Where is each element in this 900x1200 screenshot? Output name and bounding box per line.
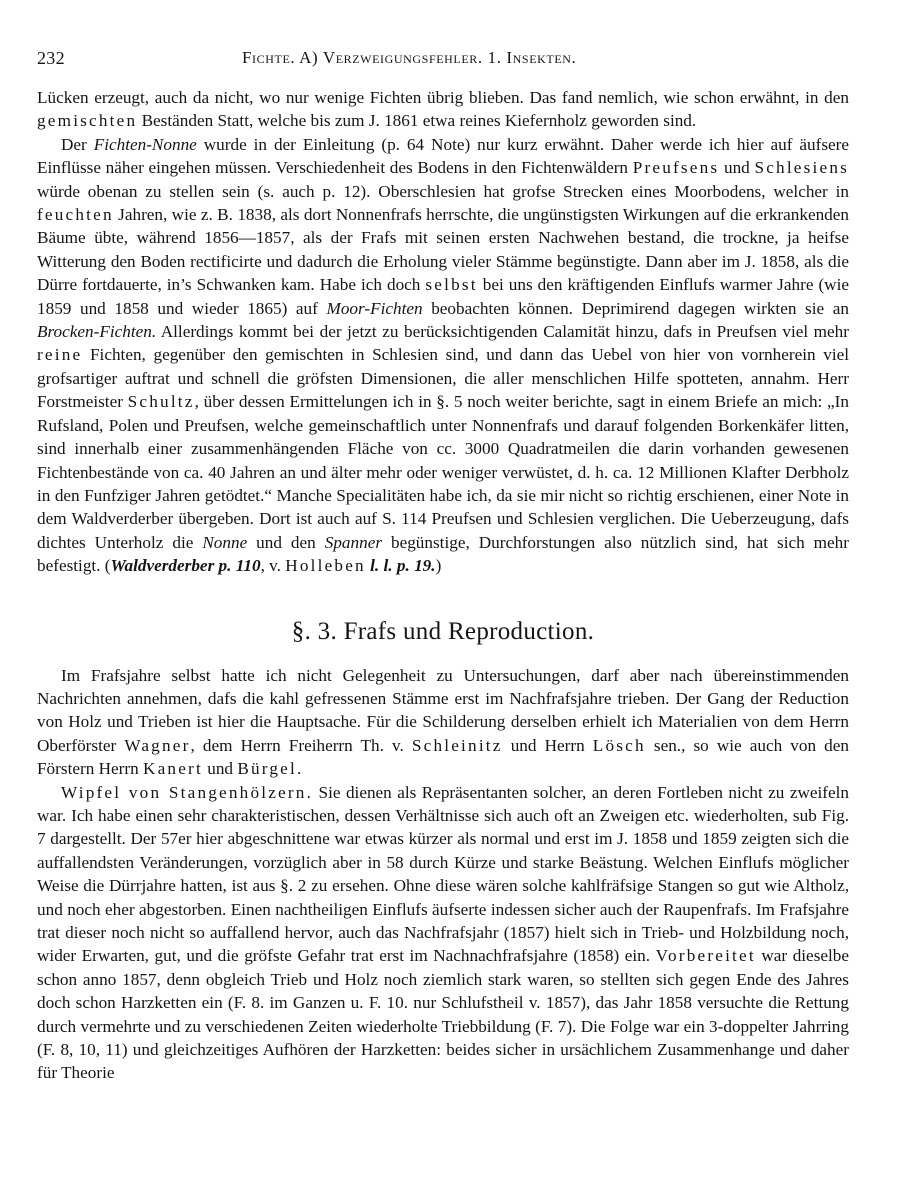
document-page bbox=[37, 48, 849, 1085]
text-run: , v. bbox=[260, 556, 286, 576]
text-run: . bbox=[296, 759, 302, 779]
text-run: , dem Herrn Freiherrn Th. v. bbox=[190, 735, 412, 755]
text-run: Allerdings kommt bei der jetzt zu berücksichtigenden Calamität hinzu, dafs in Preufsen viel mehr bbox=[156, 322, 849, 342]
italic-term: Moor-Fichten bbox=[326, 298, 423, 318]
page-header bbox=[37, 48, 849, 78]
text-run: Jahren, wie z. B. 1838, als dort Nonnenfrafs herrschte, die ungünstigsten Wirkungen auf die erkrankenden Bäume übte, während 1856—1857, als der Frafs mit seinen ersten Nachwehen bestand, die trockne, ja heifse Witterung den Boden rectificirte und dadurch die Erholung vieler Stämme begünstigte. Dann aber im J. 1858, als die Dürre fortdauerte, in’s Schwanken kam. Habe ich doch bbox=[37, 205, 849, 295]
paragraph-lucken bbox=[37, 86, 849, 133]
spaced-emphasis: selbst bbox=[425, 275, 478, 295]
text-run: Im Frafsjahre selbst hatte ich nicht Gelegenheit zu Untersuchungen, darf aber nach übereinstimmenden Nachrichten annehmen, dafs die kahl gefressenen Stämme erst im Nachfrafsjahre trieben. Der Gang der Reduction von Holz und Trieben ist hier die Hauptsache. Für die Schilderung derselben erhielt ich Materialien von dem Herrn Oberförster bbox=[37, 665, 849, 755]
paragraph-fichten-nonne bbox=[37, 133, 849, 578]
spaced-emphasis: Kanert bbox=[142, 759, 203, 779]
spaced-emphasis: Holleben bbox=[285, 556, 366, 576]
spaced-emphasis: Wagner bbox=[124, 735, 191, 755]
spaced-emphasis: Vorbereitet bbox=[655, 946, 756, 966]
spaced-emphasis: Schlesiens bbox=[754, 158, 849, 178]
spaced-emphasis: Preufsens bbox=[632, 158, 720, 178]
page-number: 232 bbox=[37, 48, 65, 68]
text-run: begünstige, Durchforstungen also nützlich sind, hat sich mehr befestigt. ( bbox=[37, 532, 849, 576]
running-title: Fichte. A) Verzweigungsfehler. 1. Insekten. bbox=[242, 48, 577, 67]
text-run: Lücken erzeugt, auch da nicht, wo nur wenige Fichten übrig blieben. Das fand nemlich, wie schon erwähnt, in den bbox=[37, 88, 849, 107]
paragraph-wipfel bbox=[37, 781, 849, 1085]
text-run: würde obenan zu stellen sein (s. auch p. 12). Oberschlesien hat grofse Strecken eines Moorbodens, welcher in bbox=[37, 181, 849, 201]
text-run: und bbox=[719, 158, 755, 178]
italic-term: Nonne bbox=[202, 532, 248, 552]
spaced-emphasis: Schleinitz bbox=[411, 735, 503, 755]
section-heading: §. 3. Frafs und Reproduction. bbox=[291, 617, 595, 645]
body-text bbox=[37, 86, 849, 1085]
text-run: ) bbox=[435, 556, 442, 576]
text-run: Sie dienen als Repräsentanten solcher, an deren Fortleben nicht zu zweifeln war. Ich habe einen sehr charakteristischen, dessen Verhältnisse sich auch oft an Zweigen etc. wiederholten, sub Fig. 7 dargestellt. Der 57er hier abgeschnittene war etwas kürzer als normal und erst im J. 1858 und 1859 zeigten sich die auffallendsten Veränderungen, vorzüglich aber in 58 durch Kürze und starke Beästung. Welchen Einflufs möglicher Weise die Dürrjahre hatten, ist aus §. 2 zu ersehen. Ohne diese wären solche kahlfräfsige Stangen so gut wie Altholz, und noch eher abgestorben. Einen nachtheiligen Einflufs äufserte indessen sicher auch der Raupenfrafs. Im Frafsjahre trat dieser noch nicht so auffallend hervor, auch das Nachfrafsjahr (1857) hielt sich in Trieb- und Holzbildung noch, wider Erwarten, gut, und die gröfste Gefahr trat erst im Nachnachfrafsjahre (1858) ein. bbox=[37, 782, 850, 966]
text-run: und den bbox=[247, 532, 325, 552]
spaced-emphasis: reine bbox=[37, 345, 83, 365]
spaced-emphasis: feuchten bbox=[37, 205, 114, 225]
bold-italic-reference: l. l. p. 19. bbox=[370, 556, 436, 576]
text-run: Fichten, gegenüber den gemischten in Schlesien sind, und dann das Uebel von hier von vornherein viel grofsartiger auftrat und schnell die gröfsten Dimensionen, die aller menschlichen Hilfe spotteten, annahm. Herr Forstmeister bbox=[37, 345, 849, 412]
text-run: Der bbox=[61, 134, 94, 154]
spaced-emphasis: Schultz bbox=[127, 392, 195, 412]
italic-term: Spanner bbox=[324, 532, 383, 552]
text-run: Beständen Statt, welche bis zum J. 1861 etwa reines Kiefernholz geworden sind. bbox=[137, 111, 697, 131]
text-run: sen., so wie auch von den Förstern Herrn bbox=[37, 735, 849, 779]
text-run: und bbox=[202, 759, 238, 779]
spaced-emphasis: Bürgel bbox=[237, 759, 297, 779]
italic-term: Brocken-Fichten. bbox=[37, 322, 157, 342]
text-run: war dieselbe schon anno 1857, denn obgleich Trieb und Holz noch ziemlich stark waren, so stellten sich gegen Ende des Jahres doch schon Harzketten ein (F. 8. im Ganzen u. F. 10. nur Schlufstheil v. 1857), das Jahr 1858 versuchte die Rettung durch vermehrte und zu verschiedenen Zeiten wiederholte Triebbildung (F. 7). Die Folge war ein 3-doppelter Jahrring (F. 8, 10, 11) und gleichzeitiges Aufhören der Harzketten: beides sicher in ursächlichem Zusammenhange und daher für Theorie bbox=[37, 946, 850, 1083]
text-run: beobachten können. Deprimirend dagegen wirkten sie an bbox=[422, 298, 849, 318]
spaced-emphasis: Lösch bbox=[592, 735, 646, 755]
text-run: wurde in der Einleitung (p. 64 Note) nur kurz erwähnt. Daher werde ich hier auf äufsere Einflüsse näher eingehen müssen. Verschiedenheit des Bodens in den Fichtenwäldern bbox=[37, 134, 850, 178]
spaced-emphasis: gemischten bbox=[37, 111, 138, 131]
italic-term: Fichten-Nonne bbox=[93, 134, 197, 154]
spaced-emphasis: Wipfel von Stangenhölzern. bbox=[61, 782, 314, 802]
text-run: und Herrn bbox=[502, 735, 593, 755]
text-run: , über dessen Ermittelungen ich in §. 5 noch weiter berichte, sagt in einem Briefe an mich: „In Rufsland, Polen und Preufsen, welche gemeinschaftlich unter Nonnenfrafs und darauf folgenden Borkenkäfer litten, sind innerhalb einer zusammenhängenden Fläche von cc. 3000 Quadratmeilen die darin vorhanden gewesenen Fichtenbestände von ca. 40 Jahren an und älter mehr oder weniger verwüstet, d. h. ca. 12 Millionen Klafter Derbholz in den Funfziger Jahren getödtet.“ Manche Specialitäten habe ich, da sie mir nicht so richtig erschienen, einer Note in dem Waldverderber übergeben. Dort ist auch auf S. 114 Preufsen und Schlesien verglichen. Die Ueberzeugung, dafs dichtes Unterholz die bbox=[37, 392, 849, 552]
bold-italic-reference: Waldverderber p. 110 bbox=[110, 556, 261, 576]
text-run: bei uns den kräftigenden Einflufs warmer Jahre (wie 1859 und 1858 und wieder 1865) auf bbox=[37, 275, 849, 318]
paragraph-frassjahre bbox=[37, 664, 849, 781]
